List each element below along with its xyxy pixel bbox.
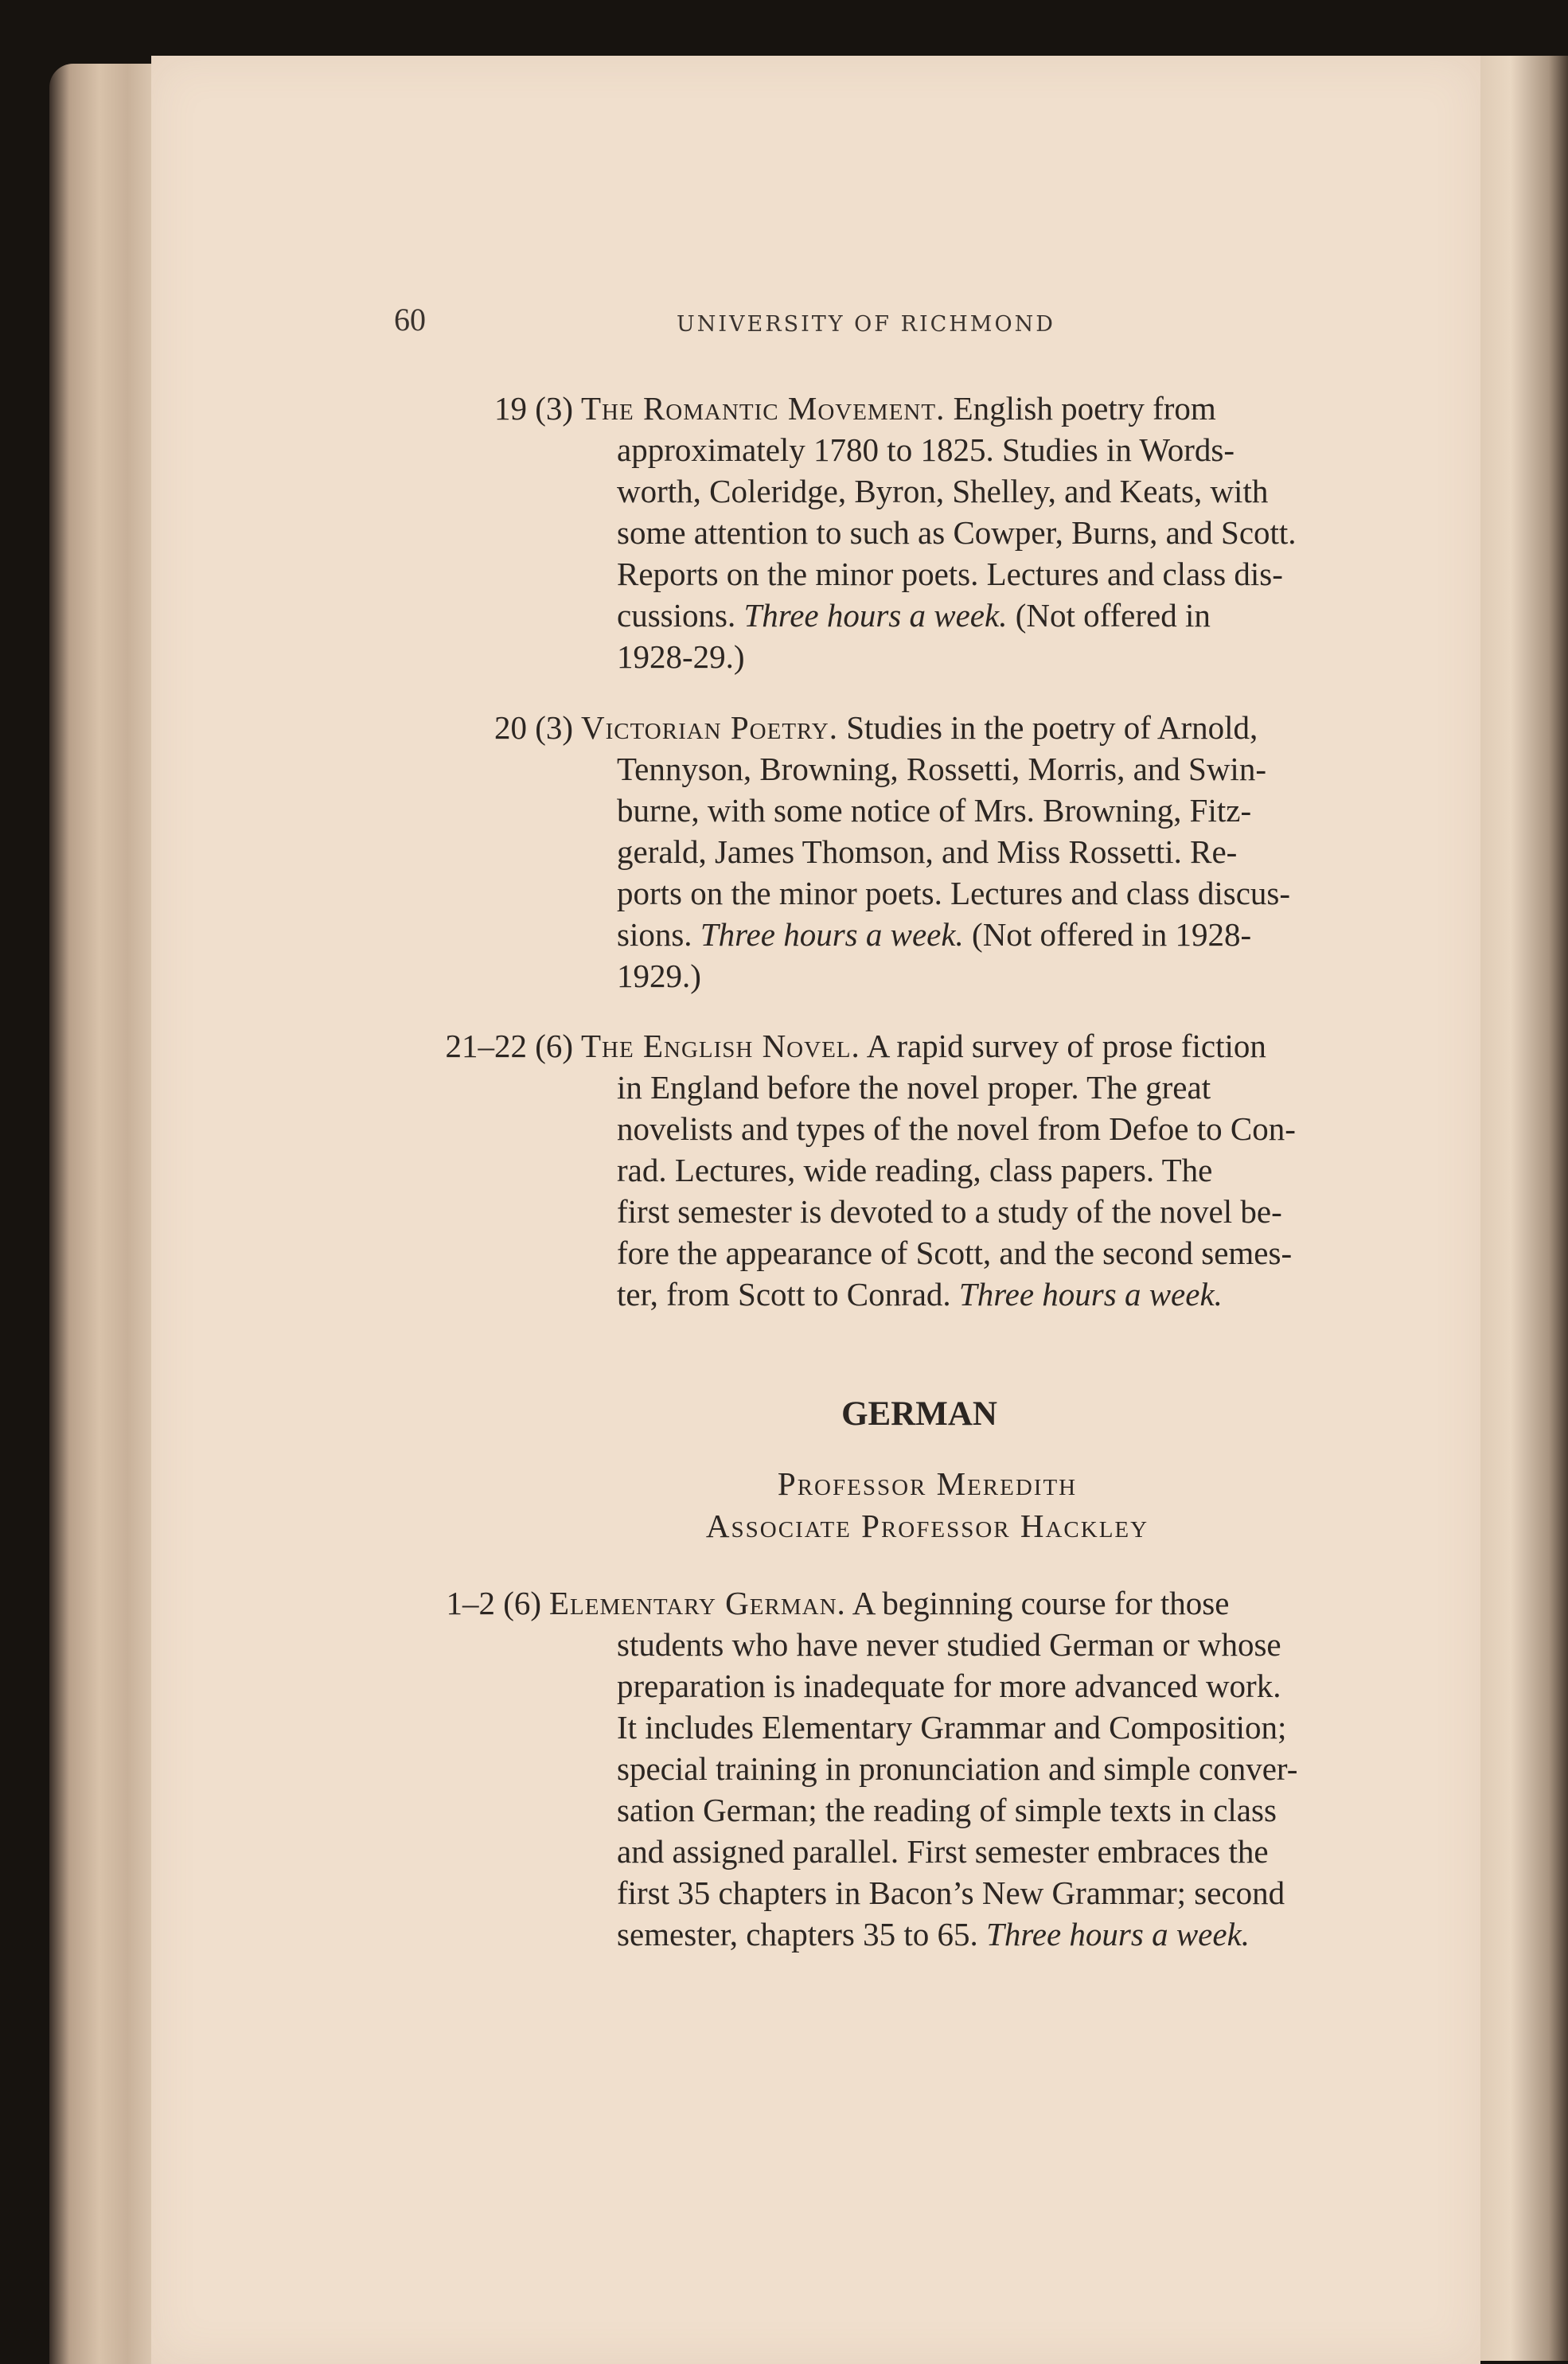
- course-text-line: Tennyson, Browning, Rossetti, Morris, and Swin-: [617, 751, 1266, 787]
- course-text-line: first 35 chapters in Bacon’s New Grammar; second: [617, 1874, 1285, 1911]
- course-text-line: first semester is devoted to a study of the novel be-: [617, 1193, 1282, 1230]
- course-hours: Three hours a week.: [743, 597, 1008, 634]
- course-title: Elementary German.: [549, 1585, 846, 1621]
- course-description: [581, 388, 1393, 677]
- course-text-line: semester, chapters 35 to 65.: [617, 1916, 978, 1952]
- course-number: 20 (3): [493, 709, 573, 746]
- course-text-line: sions.: [617, 916, 692, 953]
- course-hours: Three hours a week.: [986, 1916, 1250, 1952]
- page-number: 60: [394, 302, 426, 337]
- course-text-line: ports on the minor poets. Lectures and class discus-: [617, 875, 1291, 911]
- course-text-line: cussions.: [617, 597, 736, 634]
- course-text-line: English poetry from: [945, 390, 1216, 427]
- course-text-line: sation German; the reading of simple texts in class: [617, 1792, 1277, 1828]
- course-text-line: burne, with some notice of Mrs. Browning, Fitz-: [617, 792, 1252, 829]
- course-text-line: students who have never studied German or whose: [617, 1626, 1281, 1663]
- course-text-line: rad. Lectures, wide reading, class papers. The: [617, 1152, 1213, 1188]
- section-title: GERMAN: [841, 1395, 997, 1433]
- course-text-line: Studies in the poetry of Arnold,: [838, 709, 1258, 746]
- course-text-line: approximately 1780 to 1825. Studies in Words-: [617, 431, 1235, 468]
- course-text-line: special training in pronunciation and simple conver-: [617, 1750, 1298, 1787]
- book-page-edges-left: [49, 64, 161, 2364]
- course-text-line: (Not offered in 1928-: [972, 916, 1252, 953]
- staff-professor: Professor Meredith: [777, 1465, 1078, 1502]
- course-text-line: fore the appearance of Scott, and the second semes-: [617, 1235, 1293, 1271]
- book-page-edges-right: [1472, 56, 1568, 2361]
- course-hours: Three hours a week.: [700, 916, 964, 953]
- course-hours: Three hours a week.: [958, 1276, 1223, 1313]
- course-text-line: (Not offered in: [1015, 597, 1211, 634]
- course-text-line: 1928-29.): [617, 638, 745, 675]
- course-text-line: ter, from Scott to Conrad.: [617, 1276, 951, 1313]
- course-text-line: gerald, James Thomson, and Miss Rossetti. Re-: [617, 833, 1238, 870]
- course-description: [549, 1582, 1393, 1955]
- staff-associate-professor: Associate Professor Hackley: [705, 1508, 1149, 1544]
- course-text-line: A rapid survey of prose fiction: [860, 1028, 1266, 1064]
- course-text-line: in England before the novel proper. The great: [617, 1069, 1211, 1106]
- course-text-line: worth, Coleridge, Byron, Shelley, and Keats, with: [617, 473, 1269, 509]
- course-text-line: novelists and types of the novel from Defoe to Con-: [617, 1110, 1296, 1147]
- course-text-line: Reports on the minor poets. Lectures and class dis-: [617, 556, 1283, 592]
- course-title: The English Novel.: [581, 1028, 860, 1064]
- course-text-line: preparation is inadequate for more advanced work.: [617, 1668, 1281, 1704]
- course-number: 21–22 (6): [445, 1028, 573, 1064]
- course-description: [581, 1025, 1393, 1315]
- course-text-line: and assigned parallel. First semester embraces the: [617, 1833, 1269, 1870]
- running-title: UNIVERSITY OF RICHMOND: [677, 312, 1055, 337]
- course-title: The Romantic Movement.: [581, 390, 946, 427]
- course-title: Victorian Poetry.: [581, 709, 838, 746]
- course-number: 19 (3): [493, 390, 573, 427]
- course-description: [581, 707, 1393, 997]
- course-text-line: 1929.): [617, 958, 701, 994]
- course-text-line: some attention to such as Cowper, Burns, and Scott.: [617, 514, 1297, 551]
- course-text-line: It includes Elementary Grammar and Composition;: [617, 1709, 1287, 1746]
- course-text-line: A beginning course for those: [845, 1585, 1230, 1621]
- course-number: 1–2 (6): [446, 1585, 541, 1621]
